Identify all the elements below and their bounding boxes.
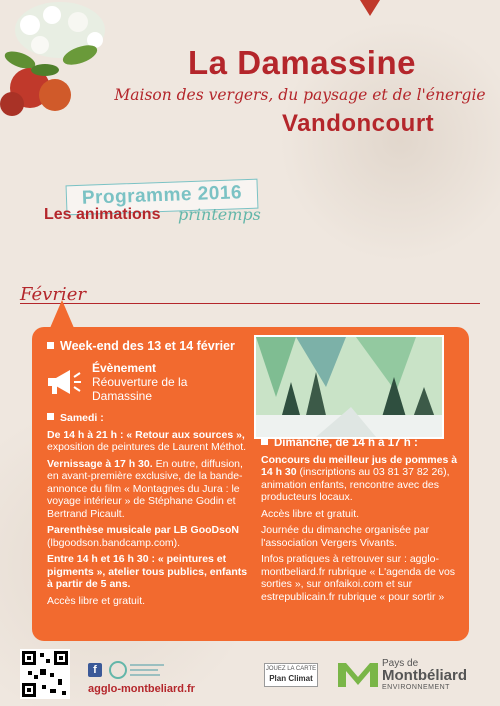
website-link[interactable]: agglo-montbeliard.fr xyxy=(88,683,195,695)
facebook-icon[interactable]: f xyxy=(88,663,102,677)
event-type: Évènement xyxy=(92,361,157,375)
event-panel xyxy=(32,327,469,641)
animations-label: Les animations xyxy=(44,206,161,223)
sunday-access: Accès libre et gratuit. xyxy=(261,507,360,520)
plan-climat-badge: JOUEZ LA CARTE Plan Climat xyxy=(264,663,318,687)
saturday-workshop: Entre 14 h et 16 h 30 : « peintures et pigments », atelier tous publics, enfants à partir de 5 ans. xyxy=(47,553,248,590)
page-title: La Damassine xyxy=(188,44,416,81)
qr-code-icon[interactable] xyxy=(20,649,70,699)
saturday-access: Accès libre et gratuit. xyxy=(47,594,146,607)
pays-montbeliard-text: Pays de Montbéliard ENVIRONNEMENT xyxy=(382,658,467,691)
sunday-heading: Dimanche, de 14 h à 17 h : xyxy=(261,437,461,450)
practical-info: Infos pratiques à retrouver sur : agglo-montbeliard.fr rubrique « L'agenda de vos sorties », sur onfaikoi.com et sur estrepublicain.fr rubrique « pour sortir » xyxy=(261,553,456,603)
sunday-section xyxy=(261,437,461,607)
partner-logo xyxy=(108,659,168,681)
sunday-contest: Concours du meilleur jus de pommes à 14 h 30 (inscriptions au 03 81 37 82 26), animation enfants, rencontre avec des producteurs locaux. xyxy=(261,453,458,503)
place-name: Vandoncourt xyxy=(282,110,435,137)
panel-pointer xyxy=(50,300,74,328)
saturday-exhibition: De 14 h à 21 h : « Retour aux sources », exposition de peintures de Laurent Méthot. xyxy=(47,428,247,453)
map-pin-icon xyxy=(360,0,380,16)
month-heading: Février xyxy=(20,284,86,305)
event-description: Réouverture de la Damassine xyxy=(92,375,188,403)
season-label: printemps xyxy=(178,205,261,224)
weekend-heading: Week-end des 13 et 14 février xyxy=(47,339,235,353)
programme-label: Programme 2016 xyxy=(81,182,243,209)
apple-blossom-illustration xyxy=(0,0,135,125)
pays-montbeliard-logo xyxy=(338,659,378,689)
month-divider xyxy=(20,303,480,304)
footer xyxy=(0,645,500,706)
saturday-music: Parenthèse musicale par LB GooDsoN (lbgoodson.bandcamp.com). xyxy=(47,524,239,549)
saturday-section xyxy=(47,412,253,611)
saturday-vernissage: Vernissage à 17 h 30. En outre, diffusion, en avant-première exclusive, de la bande-annonce du film « Montagnes du Jura : le voyage intérieur » de Stéphane Godin et Bertrand Picault. xyxy=(47,457,243,520)
sunday-organiser: Journée du dimanche organisée par l'association Vergers Vivants. xyxy=(261,524,430,549)
winter-forest-painting xyxy=(254,335,444,439)
megaphone-icon xyxy=(46,367,82,397)
page-subtitle: Maison des vergers, du paysage et de l'énergie xyxy=(114,86,486,104)
saturday-heading: Samedi : xyxy=(47,412,253,425)
